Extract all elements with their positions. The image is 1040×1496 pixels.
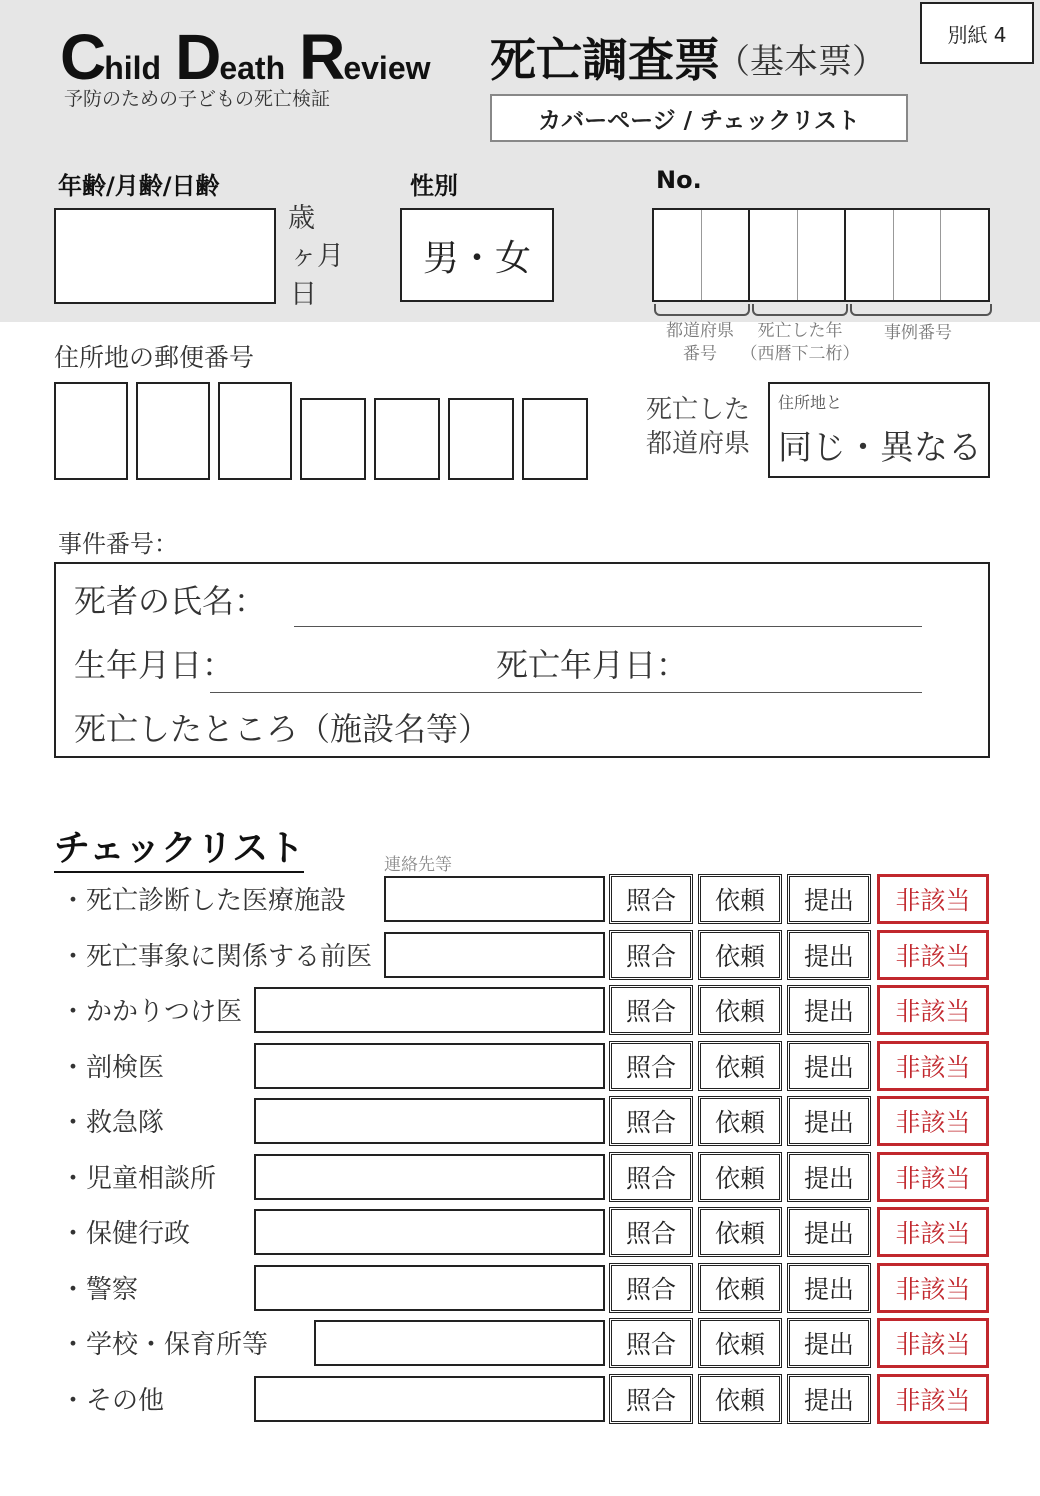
submit-button[interactable]: 提出 bbox=[787, 1374, 871, 1424]
logo-subtitle: 予防のための子どもの死亡検証 bbox=[64, 88, 331, 110]
no-group-label-prefecture: 都道府県 番号 bbox=[666, 321, 734, 364]
zip-digit-box[interactable] bbox=[448, 398, 514, 480]
case-number-grid[interactable] bbox=[652, 208, 990, 302]
checklist-row-label: ・死亡診断した医療施設 bbox=[60, 886, 347, 916]
request-button[interactable]: 依頼 bbox=[698, 1041, 782, 1091]
checklist-row-label: ・救急隊 bbox=[60, 1108, 165, 1138]
submit-button[interactable]: 提出 bbox=[787, 1207, 871, 1257]
no-cell[interactable] bbox=[702, 210, 751, 300]
contact-field[interactable] bbox=[254, 1265, 605, 1311]
not-applicable-button[interactable]: 非該当 bbox=[877, 985, 989, 1035]
age-unit-years: 歳 bbox=[288, 203, 315, 234]
verify-button[interactable]: 照合 bbox=[609, 1207, 693, 1257]
checklist-row-label: ・児童相談所 bbox=[60, 1164, 217, 1194]
contact-field[interactable] bbox=[314, 1320, 605, 1366]
request-button[interactable]: 依頼 bbox=[698, 874, 782, 924]
request-button[interactable]: 依頼 bbox=[698, 1263, 782, 1313]
death-prefecture-label: 死亡した 都道府県 bbox=[646, 395, 751, 459]
checklist-row-label: ・保健行政 bbox=[60, 1219, 191, 1249]
form-title-sub: （基本票） bbox=[716, 42, 886, 82]
name-line[interactable] bbox=[294, 626, 922, 627]
verify-button[interactable]: 照合 bbox=[609, 1263, 693, 1313]
submit-button[interactable]: 提出 bbox=[787, 874, 871, 924]
zip-label: 住所地の郵便番号 bbox=[54, 343, 255, 372]
request-button[interactable]: 依頼 bbox=[698, 1374, 782, 1424]
incident-number-label: 事件番号： bbox=[58, 530, 178, 558]
submit-button[interactable]: 提出 bbox=[787, 1152, 871, 1202]
checklist-row-label: ・死亡事象に関係する前医 bbox=[60, 942, 373, 972]
request-button[interactable]: 依頼 bbox=[698, 1318, 782, 1368]
contact-field[interactable] bbox=[384, 876, 605, 922]
verify-button[interactable]: 照合 bbox=[609, 874, 693, 924]
zip-digit-box[interactable] bbox=[136, 382, 210, 480]
not-applicable-button[interactable]: 非該当 bbox=[877, 1318, 989, 1368]
death-prefecture-box[interactable] bbox=[768, 382, 990, 478]
request-button[interactable]: 依頼 bbox=[698, 985, 782, 1035]
checklist-row-label: ・学校・保育所等 bbox=[60, 1330, 269, 1360]
submit-button[interactable]: 提出 bbox=[787, 1096, 871, 1146]
birth-date-label: 生年月日： bbox=[74, 646, 235, 684]
request-button[interactable]: 依頼 bbox=[698, 1096, 782, 1146]
verify-button[interactable]: 照合 bbox=[609, 1152, 693, 1202]
contact-field[interactable] bbox=[254, 1098, 605, 1144]
verify-button[interactable]: 照合 bbox=[609, 1041, 693, 1091]
not-applicable-button[interactable]: 非該当 bbox=[877, 1041, 989, 1091]
checklist-row-label: ・かかりつけ医 bbox=[60, 997, 243, 1027]
age-input[interactable] bbox=[54, 208, 276, 304]
no-group-label-case: 事例番号 bbox=[884, 323, 952, 343]
verify-button[interactable]: 照合 bbox=[609, 1374, 693, 1424]
zip-digit-box[interactable] bbox=[218, 382, 292, 480]
no-cell[interactable] bbox=[750, 210, 798, 300]
cover-label: カバーページ / チェックリスト bbox=[490, 94, 908, 142]
not-applicable-button[interactable]: 非該当 bbox=[877, 930, 989, 980]
not-applicable-button[interactable]: 非該当 bbox=[877, 1152, 989, 1202]
no-cell[interactable] bbox=[894, 210, 942, 300]
zip-digit-box[interactable] bbox=[300, 398, 366, 480]
verify-button[interactable]: 照合 bbox=[609, 1318, 693, 1368]
brace bbox=[752, 304, 848, 316]
age-unit-months: ヶ月 bbox=[290, 241, 344, 272]
brace bbox=[654, 304, 750, 316]
no-group-label-year: 死亡した年 （西暦下二桁） bbox=[740, 321, 860, 364]
attachment-label: 別紙 4 bbox=[920, 2, 1034, 64]
submit-button[interactable]: 提出 bbox=[787, 1263, 871, 1313]
pref-small-label: 住所地と bbox=[778, 393, 843, 412]
checklist-title: チェックリスト bbox=[54, 820, 304, 873]
sex-label: 性別 bbox=[410, 172, 458, 200]
form-title: 死亡調査票 bbox=[490, 33, 720, 87]
contact-field[interactable] bbox=[254, 1043, 605, 1089]
contact-field[interactable] bbox=[254, 1376, 605, 1422]
zip-digit-box[interactable] bbox=[54, 382, 128, 480]
zip-digit-box[interactable] bbox=[522, 398, 588, 480]
no-label: No. bbox=[656, 166, 702, 194]
sex-options[interactable]: 男・女 bbox=[400, 208, 554, 302]
not-applicable-button[interactable]: 非該当 bbox=[877, 874, 989, 924]
name-label: 死者の氏名： bbox=[74, 582, 267, 620]
no-cell[interactable] bbox=[941, 210, 988, 300]
date-line[interactable] bbox=[210, 692, 922, 693]
request-button[interactable]: 依頼 bbox=[698, 1207, 782, 1257]
death-date-label: 死亡年月日： bbox=[496, 646, 689, 684]
not-applicable-button[interactable]: 非該当 bbox=[877, 1263, 989, 1313]
verify-button[interactable]: 照合 bbox=[609, 985, 693, 1035]
submit-button[interactable]: 提出 bbox=[787, 1318, 871, 1368]
deceased-info-box bbox=[54, 562, 990, 758]
request-button[interactable]: 依頼 bbox=[698, 930, 782, 980]
no-cell[interactable] bbox=[654, 210, 702, 300]
verify-button[interactable]: 照合 bbox=[609, 930, 693, 980]
checklist-row-label: ・警察 bbox=[60, 1275, 139, 1305]
death-place-label: 死亡したところ（施設名等） bbox=[74, 710, 491, 748]
age-unit-days: 日 bbox=[290, 279, 317, 310]
logo: Child Death Review bbox=[60, 21, 431, 93]
contact-field[interactable] bbox=[254, 987, 605, 1033]
contact-note: 連絡先等 bbox=[384, 855, 452, 875]
no-cell[interactable] bbox=[846, 210, 894, 300]
brace bbox=[850, 304, 992, 316]
no-cell[interactable] bbox=[798, 210, 847, 300]
not-applicable-button[interactable]: 非該当 bbox=[877, 1374, 989, 1424]
contact-field[interactable] bbox=[254, 1154, 605, 1200]
checklist-row-label: ・その他 bbox=[60, 1386, 165, 1416]
request-button[interactable]: 依頼 bbox=[698, 1152, 782, 1202]
checklist-row-label: ・剖検医 bbox=[60, 1053, 165, 1083]
age-label: 年齢/月齢/日齢 bbox=[58, 172, 220, 200]
not-applicable-button[interactable]: 非該当 bbox=[877, 1096, 989, 1146]
pref-options[interactable]: 同じ・異なる bbox=[778, 428, 982, 468]
verify-button[interactable]: 照合 bbox=[609, 1096, 693, 1146]
contact-field[interactable] bbox=[384, 932, 605, 978]
contact-field[interactable] bbox=[254, 1209, 605, 1255]
submit-button[interactable]: 提出 bbox=[787, 930, 871, 980]
submit-button[interactable]: 提出 bbox=[787, 985, 871, 1035]
not-applicable-button[interactable]: 非該当 bbox=[877, 1207, 989, 1257]
submit-button[interactable]: 提出 bbox=[787, 1041, 871, 1091]
zip-digit-box[interactable] bbox=[374, 398, 440, 480]
